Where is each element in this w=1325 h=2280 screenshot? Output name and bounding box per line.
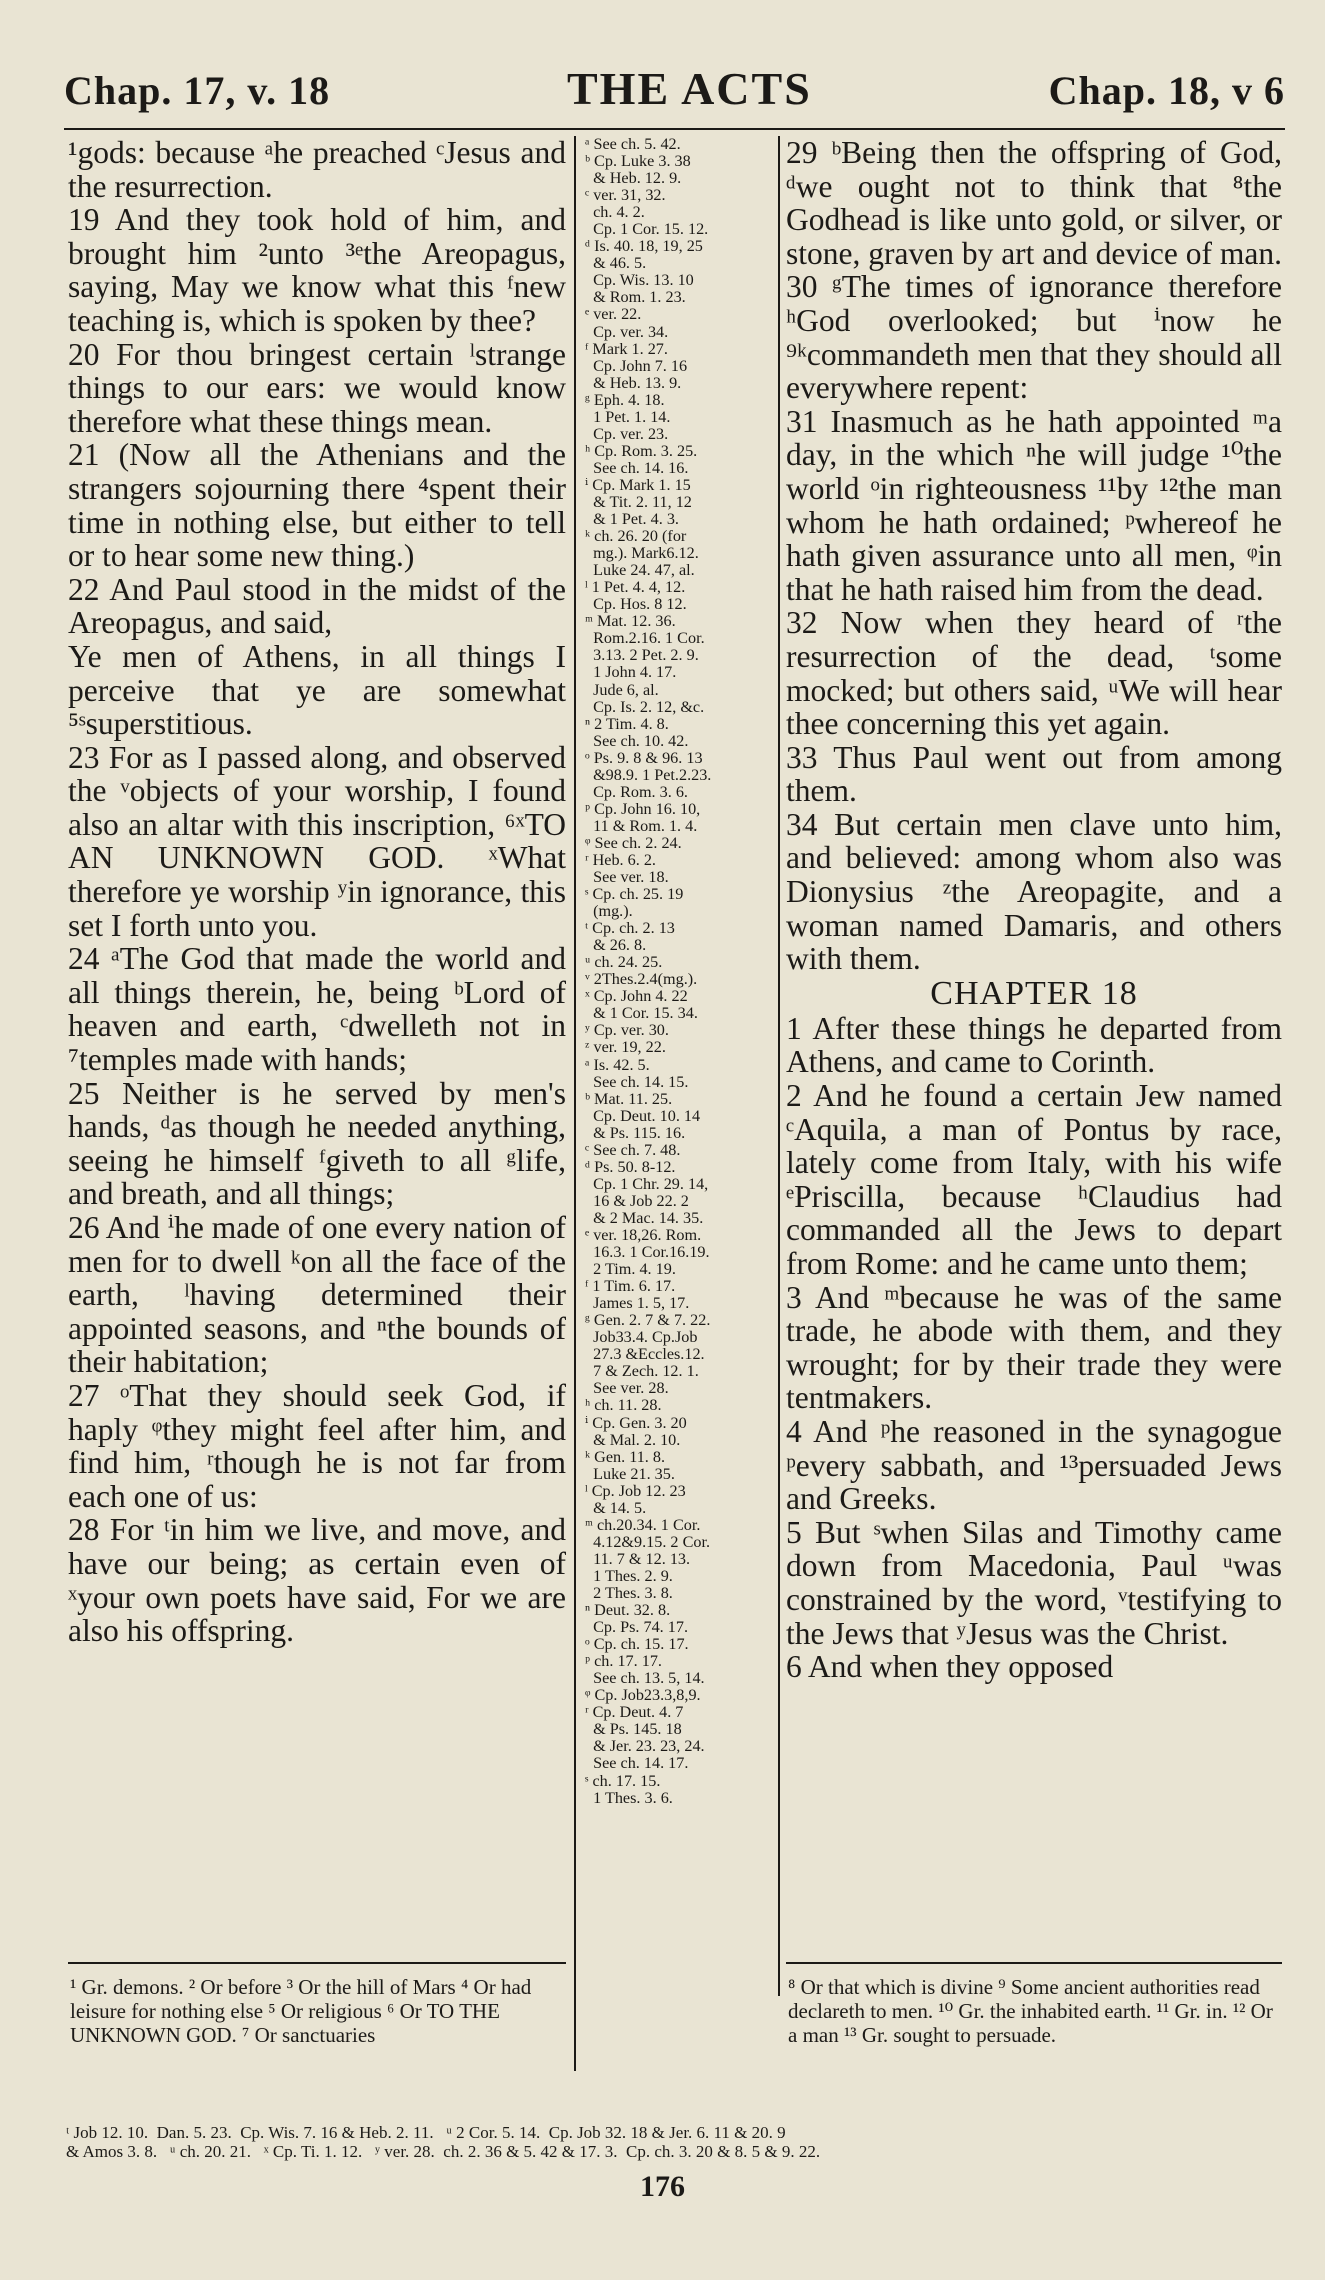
verse-18-4: 4 And ᵖhe reasoned in the synagogue ᵖevery sabbath, and ¹³persuaded Jews and Greeks. bbox=[786, 1413, 1282, 1517]
running-title: THE ACTS bbox=[566, 63, 812, 114]
verse-34: 34 But certain men clave unto him, and believed: among whom also was Dionysius ᶻthe Areopagite, and a woman named Damaris, and others with them. bbox=[786, 806, 1282, 977]
verse-22: 22 And Paul stood in the midst of the Areopagus, and said, bbox=[68, 571, 566, 641]
right-text-column bbox=[786, 136, 1282, 1946]
column-divider-right bbox=[778, 136, 780, 1996]
left-text-column bbox=[68, 136, 566, 1946]
verse-18-1: 1 After these things he departed from Athens, and came to Corinth. bbox=[786, 1010, 1282, 1080]
footnotes-left: ¹ Gr. demons. ² Or before ³ Or the hill of Mars ⁴ Or had leisure for nothing else ⁵ Or religious ⁶ Or TO THE UNKNOWN GOD. ⁷ Or sanctuaries bbox=[70, 1975, 532, 2047]
verse-18-cont: ¹gods: because ᵃhe preached ᶜJesus and the resurrection. bbox=[68, 136, 566, 204]
verse-26: 26 And ⁱhe made of one every nation of men for to dwell ᵏon all the face of the earth, ˡhaving determined their appointed seasons, and ⁿthe bounds of their habitation; bbox=[68, 1210, 566, 1380]
verse-23: 23 For as I passed along, and observed the ᵛobjects of your worship, I found also an altar with this inscription, ⁶ˣTO AN UNKNOWN GOD. ˣWhat therefore ye worship ʸin ignorance, this set I forth unto you. bbox=[68, 739, 566, 943]
verse-32: 32 Now when they heard of ʳthe resurrection of the dead, ᵗsome mocked; but others said, ᵘWe will hear thee concerning this yet again. bbox=[786, 605, 1282, 742]
footnotes-right: ⁸ Or that which is divine ⁹ Some ancient authorities read declareth to men. ¹⁰ Gr. the inhabited earth. ¹¹ Gr. in. ¹² Or a man ¹³ Gr. sought to persuade. bbox=[788, 1975, 1273, 2047]
bottom-cross-references: ᵗ Job 12. 10. Dan. 5. 23. Cp. Wis. 7. 16 & Heb. 2. 11. ᵘ 2 Cor. 5. 14. Cp. Job 32. 18 & Jer. 6. 11 & 20. 9 & Amos 3. 8. ᵘ ch. 20. 21. ˣ Cp. Ti. 1. 12. ʸ ver. 28. ch. 2. 36 & 5. 42 & 17. 3. Cp. ch. 3. 20 & 8. 5 & 9. 22. bbox=[66, 2123, 821, 2161]
verse-31: 31 Inasmuch as he hath appointed ᵐa day, in the which ⁿhe will judge ¹⁰the world ᵒin righteousness ¹¹by ¹²the man whom he hath ordained; ᵖwhereof he hath given assurance unto all men, ᵠin that he hath raised him from the dead. bbox=[786, 403, 1282, 607]
verse-33: 33 Thus Paul went out from among them. bbox=[786, 739, 1282, 809]
verse-19: 19 And they took hold of him, and brought him ²unto ³ᵉthe Areopagus, saying, May we know what this ᶠnew teaching is, which is spoken by thee? bbox=[68, 202, 566, 338]
page-header bbox=[64, 62, 1285, 122]
verse-27: 27 ᵒThat they should seek God, if haply ᵠthey might feel after him, and find him, ʳthough he is not far from each one of us: bbox=[68, 1377, 566, 1514]
header-rule bbox=[64, 128, 1285, 130]
verse-18-6: 6 And when they opposed bbox=[786, 1649, 1114, 1685]
page-number: 176 bbox=[640, 2170, 685, 2203]
verse-29: 29 ᵇBeing then the offspring of God, ᵈwe ought not to think that ⁸the Godhead is like unto gold, or silver, or stone, graven by art and device of man. bbox=[786, 136, 1282, 271]
margin-references: ᵃ See ch. 5. 42. ᵇ Cp. Luke 3. 38 & Heb. 12. 9. ᶜ ver. 31, 32. ch. 4. 2. Cp. 1 Cor. 15. 12. ᵈ Is. 40. 18, 19, 25 & 46. 5. Cp. Wis. 13. 10 & Rom. 1. 23. ᵉ ver. 22. Cp. ver. 34. ᶠ Mark 1. 27. Cp. John 7. 16 & Heb. 13. 9. ᵍ Eph. 4. 18. 1 Pet. 1. 14. Cp. ver. 23. ʰ Cp. Rom. 3. 25. See ch. 14. 16. ⁱ Cp. Mark 1. 15 & Tit. 2. 11, 12 & 1 Pet. 4. 3. ᵏ ch. 26. 20 (for mg.). Mark6.12. Luke 24. 47, al. ˡ 1 Pet. 4. 4, 12. Cp. Hos. 8 12. ᵐ Mat. 12. 36. Rom.2.16. 1 Cor. 3.13. 2 Pet. 2. 9. 1 John 4. 17. Jude 6, al. Cp. Is. 2. 12, &c. ⁿ 2 Tim. 4. 8. See ch. 10. 42. ᵒ Ps. 9. 8 & 96. 13 &98.9. 1 Pet.2.23. Cp. Rom. 3. 6. ᵖ Cp. John 16. 10, 11 & Rom. 1. 4. ᵠ See ch. 2. 24. ʳ Heb. 6. 2. See ver. 18. ˢ Cp. ch. 25. 19 (mg.). ᵗ Cp. ch. 2. 13 & 26. 8. ᵘ ch. 24. 25. ᵛ 2Thes.2.4(mg.). ˣ Cp. John 4. 22 & 1 Cor. 15. 34. ʸ Cp. ver. 30. ᶻ ver. 19, 22. ᵃ Is. 42. 5. See ch. 14. 15. ᵇ Mat. 11. 25. Cp. Deut. 10. 14 & Ps. 115. 16. ᶜ See ch. 7. 48. ᵈ Ps. 50. 8-12. Cp. 1 Chr. 29. 14, 16 & Job 22. 2 & 2 Mac. 14. 35. ᵉ ver. 18,26. Rom. 16.3. 1 Cor.16.19. 2 Tim. 4. 19. ᶠ 1 Tim. 6. 17. James 1. 5, 17. ᵍ Gen. 2. 7 & 7. 22. Job33.4. Cp.Job 27.3 &Eccles.12. 7 & Zech. 12. 1. See ver. 28. ʰ ch. 11. 28. ⁱ Cp. Gen. 3. 20 & Mal. 2. 10. ᵏ Gen. 11. 8. Luke 21. 35. ˡ Cp. Job 12. 23 & 14. 5. ᵐ ch.20.34. 1 Cor. 4.12&9.15. 2 Cor. 11. 7 & 12. 13. 1 Thes. 2. 9. 2 Thes. 3. 8. ⁿ Deut. 32. 8. Cp. Ps. 74. 17. ᵒ Cp. ch. 15. 17. ᵖ ch. 17. 17. See ch. 13. 5, 14. ᵠ Cp. Job23.3,8,9. ʳ Cp. Deut. 4. 7 & Ps. 145. 18 & Jer. 23. 23, 24. See ch. 14. 17. ˢ ch. 17. 15. 1 Thes. 3. 6. bbox=[585, 136, 712, 1807]
footnote-rule-left bbox=[68, 1962, 566, 1964]
chapter-heading: CHAPTER 18 bbox=[930, 974, 1138, 1012]
verse-18-3: 3 And ᵐbecause he was of the same trade, he abode with them, and they wrought; for by their trade they were tentmakers. bbox=[786, 1279, 1282, 1416]
verse-21: 21 (Now all the Athenians and the strangers sojourning there ⁴spent their time in nothing else, but either to tell or to hear some new thing.) bbox=[68, 437, 566, 574]
verse-28: 28 For ᵗin him we live, and move, and have our being; as certain even of ˣyour own poets have said, For we are also his offspring. bbox=[68, 1512, 566, 1649]
speech-opening: Ye men of Athens, in all things I perceive that ye are somewhat ⁵ˢsuperstitious. bbox=[68, 638, 566, 742]
margin-references-column bbox=[585, 136, 772, 2136]
verse-30: 30 ᵍThe times of ignorance therefore ʰGod overlooked; but ⁱnow he ⁹ᵏcommandeth men that they should all everywhere repent: bbox=[786, 269, 1282, 406]
header-left: Chap. 17, v. 18 bbox=[64, 68, 331, 113]
column-divider-left bbox=[574, 136, 576, 2071]
verse-18-5: 5 But ˢwhen Silas and Timothy came down from Macedonia, Paul ᵘwas constrained by the word, ᵛtestifying to the Jews that ʸJesus was the Christ. bbox=[786, 1514, 1282, 1651]
header-right: Chap. 18, v 6 bbox=[1048, 68, 1285, 113]
verse-20: 20 For thou bringest certain ˡstrange things to our ears: we would know therefore what these things mean. bbox=[68, 336, 566, 439]
verse-25: 25 Neither is he served by men's hands, ᵈas though he needed anything, seeing he himself ᶠgiveth to all ᵍlife, and breath, and all things; bbox=[68, 1075, 566, 1212]
verse-18-2: 2 And he found a certain Jew named ᶜAquila, a man of Pontus by race, lately come from Italy, with his wife ᵉPriscilla, because ʰClaudius had commanded all the Jews to depart from Rome: and he came unto them; bbox=[786, 1078, 1282, 1281]
verse-24: 24 ᵃThe God that made the world and all things therein, he, being ᵇLord of heaven and earth, ᶜdwelleth not in ⁷temples made with hands; bbox=[68, 941, 566, 1078]
footnote-rule-right bbox=[786, 1962, 1282, 1964]
